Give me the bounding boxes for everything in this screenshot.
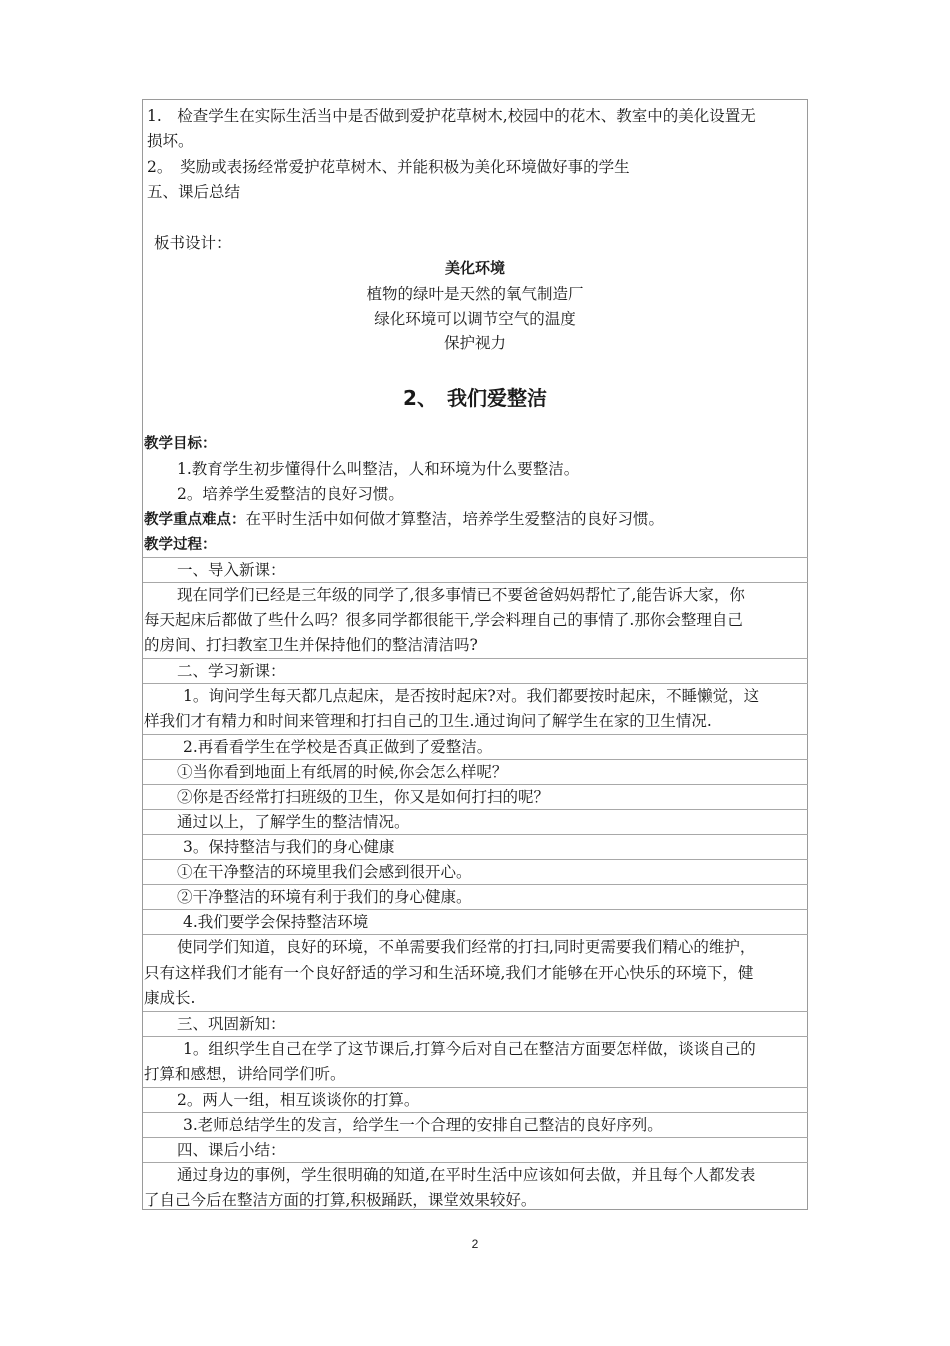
board-line-1: 植物的绿叶是天然的氧气制造厂 [366,285,584,303]
row-divider [143,809,808,810]
process-label: 教学过程： [144,537,217,553]
board-title: 美化环境 [444,259,505,277]
row-divider [143,1087,808,1088]
row-divider [143,759,808,760]
section-five-heading: 五、课后总结 [147,183,241,201]
row-divider [143,1036,808,1037]
process-line: 二、学习新课： [177,662,286,680]
process-line: 每天起床后都做了些什么吗？很多同学都很能干,学会料理自己的事情了.那你会整理自己 [144,611,743,629]
process-line: 2.再看看学生在学校是否真正做到了爱整洁。 [183,738,493,756]
process-line: 通过以上，了解学生的整洁情况。 [177,813,410,831]
row-divider [143,658,808,659]
goal-2: 2。培养学生爱整洁的良好习惯。 [177,485,404,503]
row-divider [143,582,808,583]
process-line: 现在同学们已经是三年级的同学了,很多事情已不要爸爸妈妈帮忙了,能告诉大家，你 [177,586,745,604]
goal-label: 教学目标： [144,436,217,452]
process-line: 康成长. [144,989,196,1007]
process-line: 样我们才有精力和时间来管理和打扫自己的卫生.通过询问了解学生在家的卫生情况. [144,712,712,730]
process-line: 打算和感想，讲给同学们听。 [144,1065,346,1083]
process-line: 一、导入新课： [177,561,286,579]
board-line-3: 保护视力 [443,334,506,352]
process-line: 三、巩固新知： [177,1015,286,1033]
board-line-2: 绿化环境可以调节空气的温度 [374,310,576,328]
process-line: 2。两人一组，相互谈谈你的打算。 [177,1091,420,1109]
row-divider [143,683,808,684]
process-line: ①在干净整洁的环境里我们会感到很开心。 [177,863,472,881]
goal-1: 1.教育学生初步懂得什么叫整洁，人和环境为什么要整洁。 [177,460,580,478]
row-divider [143,1162,808,1163]
process-line: 3.老师总结学生的发言，给学生一个合理的安排自己整洁的良好序列。 [183,1116,663,1134]
process-line: 1。组织学生自己在学了这节课后,打算今后对自己在整洁方面要怎样做，谈谈自己的 [183,1040,756,1058]
row-divider [143,859,808,860]
row-divider [143,909,808,910]
process-line: 只有这样我们才能有一个良好舒适的学习和生活环境,我们才能够在开心快乐的环境下，健 [144,964,754,982]
key-points-line [144,509,664,530]
process-line: 3。保持整洁与我们的身心健康 [183,838,395,856]
row-divider [143,1137,808,1138]
row-divider [143,784,808,785]
page-number: 2 [471,1237,479,1251]
process-line: 四、课后小结： [177,1141,286,1159]
row-divider [143,834,808,835]
key-points-text: 在平时生活中如何做才算整洁，培养学生爱整洁的良好习惯。 [245,510,665,528]
check-item-1: 1. 检查学生在实际生活当中是否做到爱护花草树木,校园中的花木、教室中的美化设置无 [147,107,756,125]
row-divider [143,734,808,735]
process-line: ②干净整洁的环境有利于我们的身心健康。 [177,888,472,906]
process-line: 使同学们知道，良好的环境，不单需要我们经常的打扫,同时更需要我们精心的维护， [177,938,756,956]
process-line: 4.我们要学会保持整洁环境 [183,913,369,931]
check-item-1-cont: 损坏。 [147,132,194,150]
lesson-title: 2、 我们爱整洁 [403,386,547,410]
process-line: 了自己今后在整洁方面的打算,积极踊跃，课堂效果较好。 [144,1191,537,1209]
process-line: ①当你看到地面上有纸屑的时候,你会怎么样呢？ [177,763,508,781]
process-line: 通过身边的事例，学生很明确的知道,在平时生活中应该如何去做，并且每个人都发表 [177,1166,756,1184]
row-divider [143,1112,808,1113]
check-item-2: 2。 奖励或表扬经常爱护花草树木、并能积极为美化环境做好事的学生 [147,158,630,176]
row-divider [143,557,808,558]
process-line: 的房间、打扫教室卫生并保持他们的整洁清洁吗? [144,636,478,654]
row-divider [143,934,808,935]
process-line: 1。询问学生每天都几点起床，是否按时起床?对。我们都要按时起床，不睡懒觉，这 [183,687,760,705]
row-divider [143,884,808,885]
board-design-label: 板书设计： [154,234,232,252]
key-points-label: 教学重点难点： [144,512,246,528]
process-line: ②你是否经常打扫班级的卫生，你又是如何打扫的呢？ [177,788,550,806]
row-divider [143,1011,808,1012]
